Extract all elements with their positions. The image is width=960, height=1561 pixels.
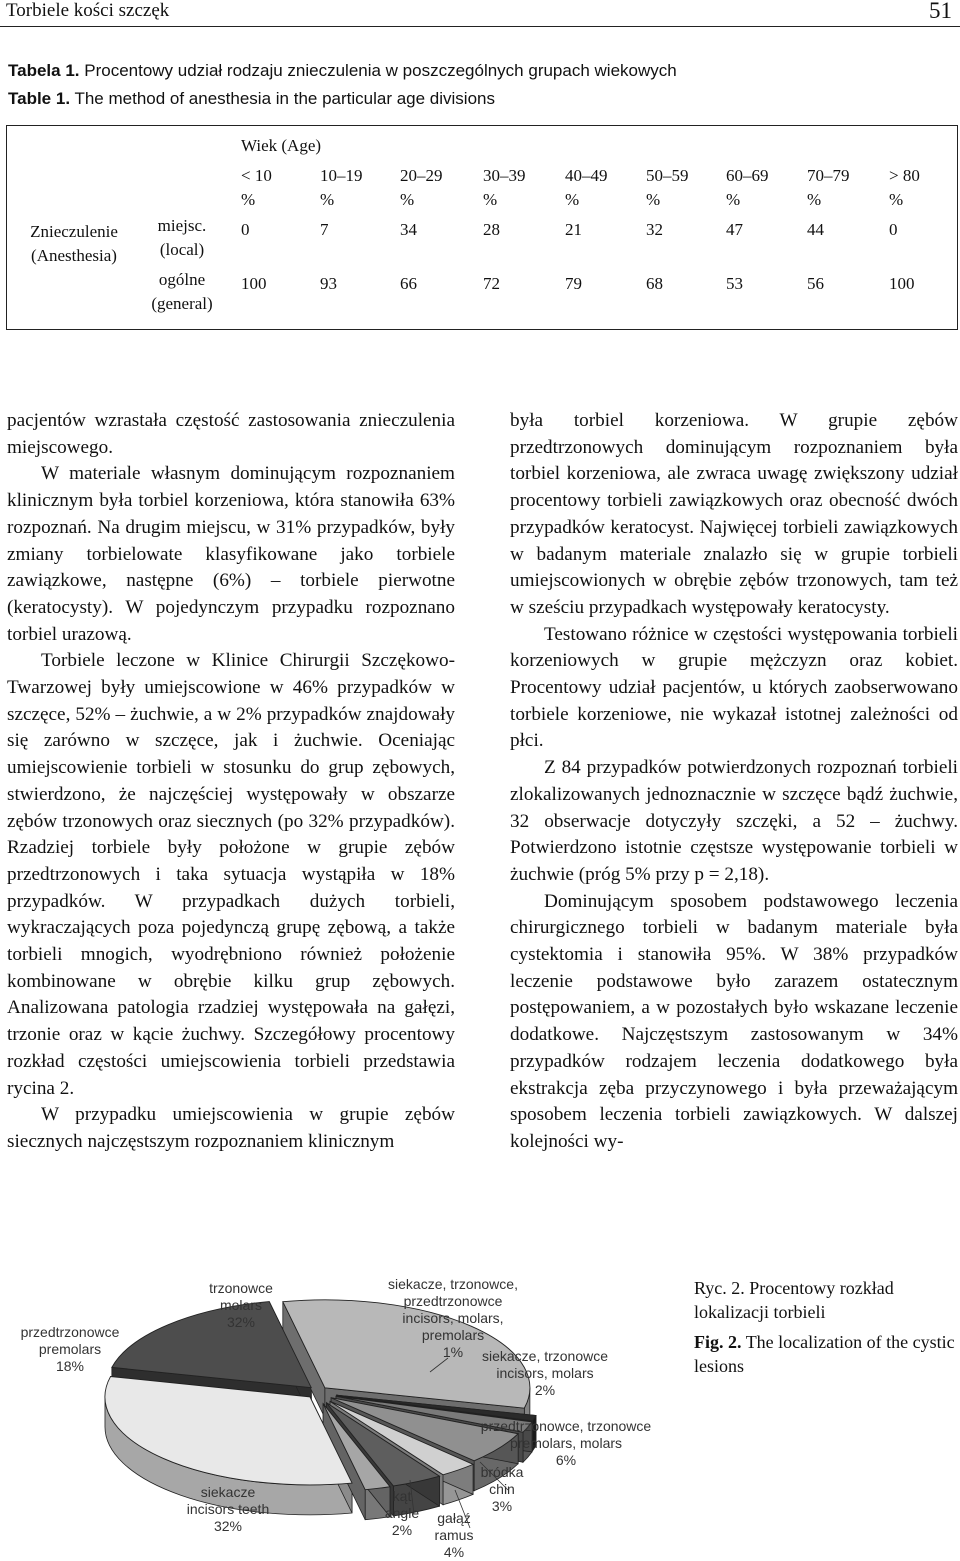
pie-data-label-line: 6% xyxy=(555,1452,577,1468)
age-group-label: 70–79 xyxy=(807,166,850,185)
table-cell: 100 xyxy=(889,274,915,293)
age-group-label: 60–69 xyxy=(726,166,769,185)
figure-caption-pl-label: Ryc. 2. xyxy=(694,1278,745,1298)
age-group-header xyxy=(889,164,920,212)
age-group-header xyxy=(241,164,272,212)
pie-data-label-line: siekacze, trzonowce, xyxy=(388,1276,518,1292)
pie-data-label-line: przedtrzonowce xyxy=(403,1293,503,1309)
table-cell: 0 xyxy=(889,220,898,239)
pie-data-label-line: 1% xyxy=(442,1344,464,1360)
pie-data-label-line: przedtrzonowce xyxy=(20,1324,120,1340)
row-label xyxy=(141,268,223,316)
table-cell: 53 xyxy=(726,274,743,293)
table-caption-en xyxy=(8,89,495,109)
table-cell: 34 xyxy=(400,220,417,239)
pie-data-label xyxy=(424,1510,484,1561)
age-header: Wiek (Age) xyxy=(241,136,322,155)
pie-data-label-line: incisors, molars, xyxy=(402,1310,504,1326)
age-group-unit: % xyxy=(807,190,822,209)
pie-data-label-line: siekacze xyxy=(200,1484,256,1500)
pie-data-label-line: 32% xyxy=(213,1518,243,1534)
paragraph: pacjentów wzrastała częstość zastosowania znieczulenia miejscowego. xyxy=(7,410,455,458)
row-group-header xyxy=(11,220,137,268)
pie-data-label-line: 18% xyxy=(55,1358,85,1374)
pie-data-label-line: trzonowce xyxy=(209,1280,273,1296)
pie-data-label-line: chin xyxy=(489,1481,515,1497)
age-group-unit: % xyxy=(565,190,580,209)
table-cell: 66 xyxy=(400,274,417,293)
table-cell: 7 xyxy=(320,220,329,239)
table-cell: 68 xyxy=(646,274,663,293)
page-number: 51 xyxy=(929,0,952,23)
table-caption-en-label: Table 1. xyxy=(8,89,71,108)
table-cell: 79 xyxy=(565,274,582,293)
figure-caption-en xyxy=(694,1330,956,1378)
localization-pie-figure xyxy=(0,1262,680,1560)
table-caption-en-text: The method of anesthesia in the particular age divisions xyxy=(74,89,495,108)
pie-data-label-line: 2% xyxy=(391,1522,413,1538)
pie-data-label-line: molars xyxy=(219,1297,262,1313)
header-rule xyxy=(0,26,960,27)
age-group-unit: % xyxy=(726,190,741,209)
age-group-header xyxy=(807,164,850,212)
row-group-header-en: (Anesthesia) xyxy=(31,246,117,265)
paragraph: W materiale własnym dominującym rozpoznaniem klinicznym była torbiel korzeniowa, która stanowiła 63% rozpoznań. Na drugim miejscu, w 31% przypadków, były zmiany torbielowate klasyfikowane jako torbiele zawiązkowe, następne (6%) – torbiele pierwotne (keratocysty). W pojedynczym przypadku rozpoznano torbiel urazową. xyxy=(7,463,455,645)
body-column-right xyxy=(510,408,958,1156)
pie-data-label-line: 32% xyxy=(226,1314,256,1330)
pie-data-label xyxy=(0,1324,140,1375)
table-cell: 0 xyxy=(241,220,250,239)
paragraph: Testowano różnice w częstości występowania torbieli korzeniowych w grupie mężczyzn oraz kobiet. Procentowy udział pacjentów, u których zaobserwowano torbiele korzeniowe, nie wykazał istotnej zależności od płci. xyxy=(510,623,958,752)
pie-data-label-line: 3% xyxy=(491,1498,513,1514)
pie-data-label xyxy=(466,1418,666,1469)
pie-data-label-line: angle xyxy=(384,1505,420,1521)
age-group-unit: % xyxy=(400,190,415,209)
pie-data-label-line: kąt xyxy=(392,1488,412,1504)
table-caption-pl xyxy=(8,61,677,81)
age-group-label: 10–19 xyxy=(320,166,363,185)
pie-data-label-line: premolars xyxy=(38,1341,102,1357)
table-cell: 56 xyxy=(807,274,824,293)
figure-caption-pl-text: Procentowy rozkład lokalizacji torbieli xyxy=(694,1278,894,1322)
age-group-unit: % xyxy=(320,190,335,209)
table-caption-pl-text: Procentowy udział rodzaju znieczulenia w poszczególnych grupach wiekowych xyxy=(84,61,677,80)
table-cell: 100 xyxy=(241,274,267,293)
pie-data-label-line: premolars, molars xyxy=(509,1435,623,1451)
table-cell: 47 xyxy=(726,220,743,239)
paragraph: Z 84 przypadków potwierdzonych rozpoznań torbieli zlokalizowanych jednoznacznie w szczęce bądź żuchwie, 32 obserwacje dotyczyły szczęki, a 52 – żuchwy. Potwierdzono istotnie częstsze występowanie torbieli w żuchwie (próg 5% przy p = 2,18). xyxy=(510,757,958,885)
pie-data-label-line: incisors, molars xyxy=(496,1365,594,1381)
pie-data-label-line: premolars xyxy=(421,1327,485,1343)
pie-data-label xyxy=(196,1280,286,1331)
age-group-header xyxy=(565,164,608,212)
body-column-left xyxy=(7,408,455,1156)
pie-data-label xyxy=(470,1348,620,1399)
age-group-unit: % xyxy=(646,190,661,209)
age-group-label: 30–39 xyxy=(483,166,526,185)
pie-data-label xyxy=(168,1484,288,1535)
age-group-label: 50–59 xyxy=(646,166,689,185)
age-group-label: > 80 xyxy=(889,166,920,185)
figure-caption xyxy=(694,1276,956,1384)
figure-caption-en-label: Fig. 2. xyxy=(694,1332,742,1352)
age-group-unit: % xyxy=(889,190,904,209)
pie-data-label-line: siekacze, trzonowce xyxy=(481,1348,609,1364)
age-group-header xyxy=(400,164,443,212)
running-title: Torbiele kości szczęk xyxy=(6,0,170,21)
age-group-header xyxy=(320,164,363,212)
table-cell: 21 xyxy=(565,220,582,239)
row-label-line: (general) xyxy=(151,294,213,313)
pie-data-label-line: gałąź xyxy=(437,1510,471,1526)
age-group-label: 40–49 xyxy=(565,166,608,185)
paragraph: Torbiele leczone w Klinice Chirurgii Szczękowo-Twarzowej były umiejscowione w 46% przypadków w szczęce, 52% – żuchwie, a w 2% przypadków znajdowały się zarówno w szczęce, jak i żuchwie. Oceniając umiejscowienie torbieli w stosunku do grup zębowych, stwierdzono, że najczęściej występowały w obszarze zębów trzonowych oraz siecznych (po 32% przypadków). Rzadziej torbiele były położone w grupie zębów przedtrzonowych i taka sytuacja wystąpiła w 18% przypadków. W przypadkach dużych torbieli, wykraczających poza pojedynczą grupę zębową, a także torbieli mnogich, wyodrębniono również położenie kombinowane w obrębie kilku grup zębowych. Analizowana patologia rzadziej występowała na gałęzi, trzonie oraz w kącie żuchwy. Szczegółowy procentowy rozkład częstości umiejscowienia torbieli przedstawia rycina 2. xyxy=(7,650,455,1099)
running-header xyxy=(0,0,960,26)
table-cell: 44 xyxy=(807,220,824,239)
figure-caption-pl xyxy=(694,1276,956,1324)
figure-caption-en-text: The localization of the cystic lesions xyxy=(694,1332,955,1376)
pie-data-label-line: ramus xyxy=(434,1527,474,1543)
age-group-header xyxy=(646,164,689,212)
age-group-unit: % xyxy=(241,190,256,209)
pie-data-label-line: bródka xyxy=(480,1464,524,1480)
table-caption-pl-label: Tabela 1. xyxy=(8,61,80,80)
pie-data-label-line: incisors teeth xyxy=(186,1501,270,1517)
table-cell: 32 xyxy=(646,220,663,239)
age-group-unit: % xyxy=(483,190,498,209)
row-label xyxy=(141,214,223,262)
row-label-line: (local) xyxy=(159,240,205,259)
paragraph: W przypadku umiejscowienia w grupie zębów siecznych najczęstszym rozpoznaniem klinicznym xyxy=(7,1104,455,1152)
age-group-header xyxy=(483,164,526,212)
age-group-label: < 10 xyxy=(241,166,272,185)
age-group-label: 20–29 xyxy=(400,166,443,185)
pie-data-label xyxy=(462,1464,542,1515)
pie-chart xyxy=(0,1262,680,1551)
table-cell: 93 xyxy=(320,274,337,293)
row-group-header-pl: Znieczulenie xyxy=(30,222,118,241)
pie-data-label xyxy=(372,1488,432,1539)
pie-data-label-line: 4% xyxy=(443,1544,465,1560)
anesthesia-table xyxy=(6,125,958,330)
row-label-line: miejsc. xyxy=(157,216,207,235)
table-cell: 28 xyxy=(483,220,500,239)
paragraph: Dominującym sposobem podstawowego leczenia chirurgicznego torbieli w badanym materiale była cystektomia i stanowiła 95%. W 38% przypadków leczenie podstawowe było zarazem ostatecznym postępowaniem, a w pozostałych było wskazane leczenie dodatkowe. Najczęstszym zastosowanym w 34% przypadków rodzajem leczenia dodatkowego była ekstrakcja zęba przyczynowego i była przeważającym sposobem leczenia torbieli zawiązkowych. W dalszej kolejności wy- xyxy=(510,890,958,1152)
row-label-line: ogólne xyxy=(158,270,206,289)
age-group-header xyxy=(726,164,769,212)
table-cell: 72 xyxy=(483,274,500,293)
pie-data-label-line: przedtrzonowce, trzonowce xyxy=(480,1418,652,1434)
paragraph: była torbiel korzeniowa. W grupie zębów przedtrzonowych dominującym rozpoznaniem była torbiel korzeniowa, ale zwraca uwagę zwiększony udział procentowy torbieli zawiązkowych oraz obecność dwóch przypadków keratocyst. Najwięcej torbieli zawiązkowych w badanym materiale znalazło się w grupie torbieli umiejscowionych w obrębie zębów trzonowych, tam też w sześciu przypadkach występowały keratocysty. xyxy=(510,410,958,618)
pie-data-label-line: 2% xyxy=(534,1382,556,1398)
